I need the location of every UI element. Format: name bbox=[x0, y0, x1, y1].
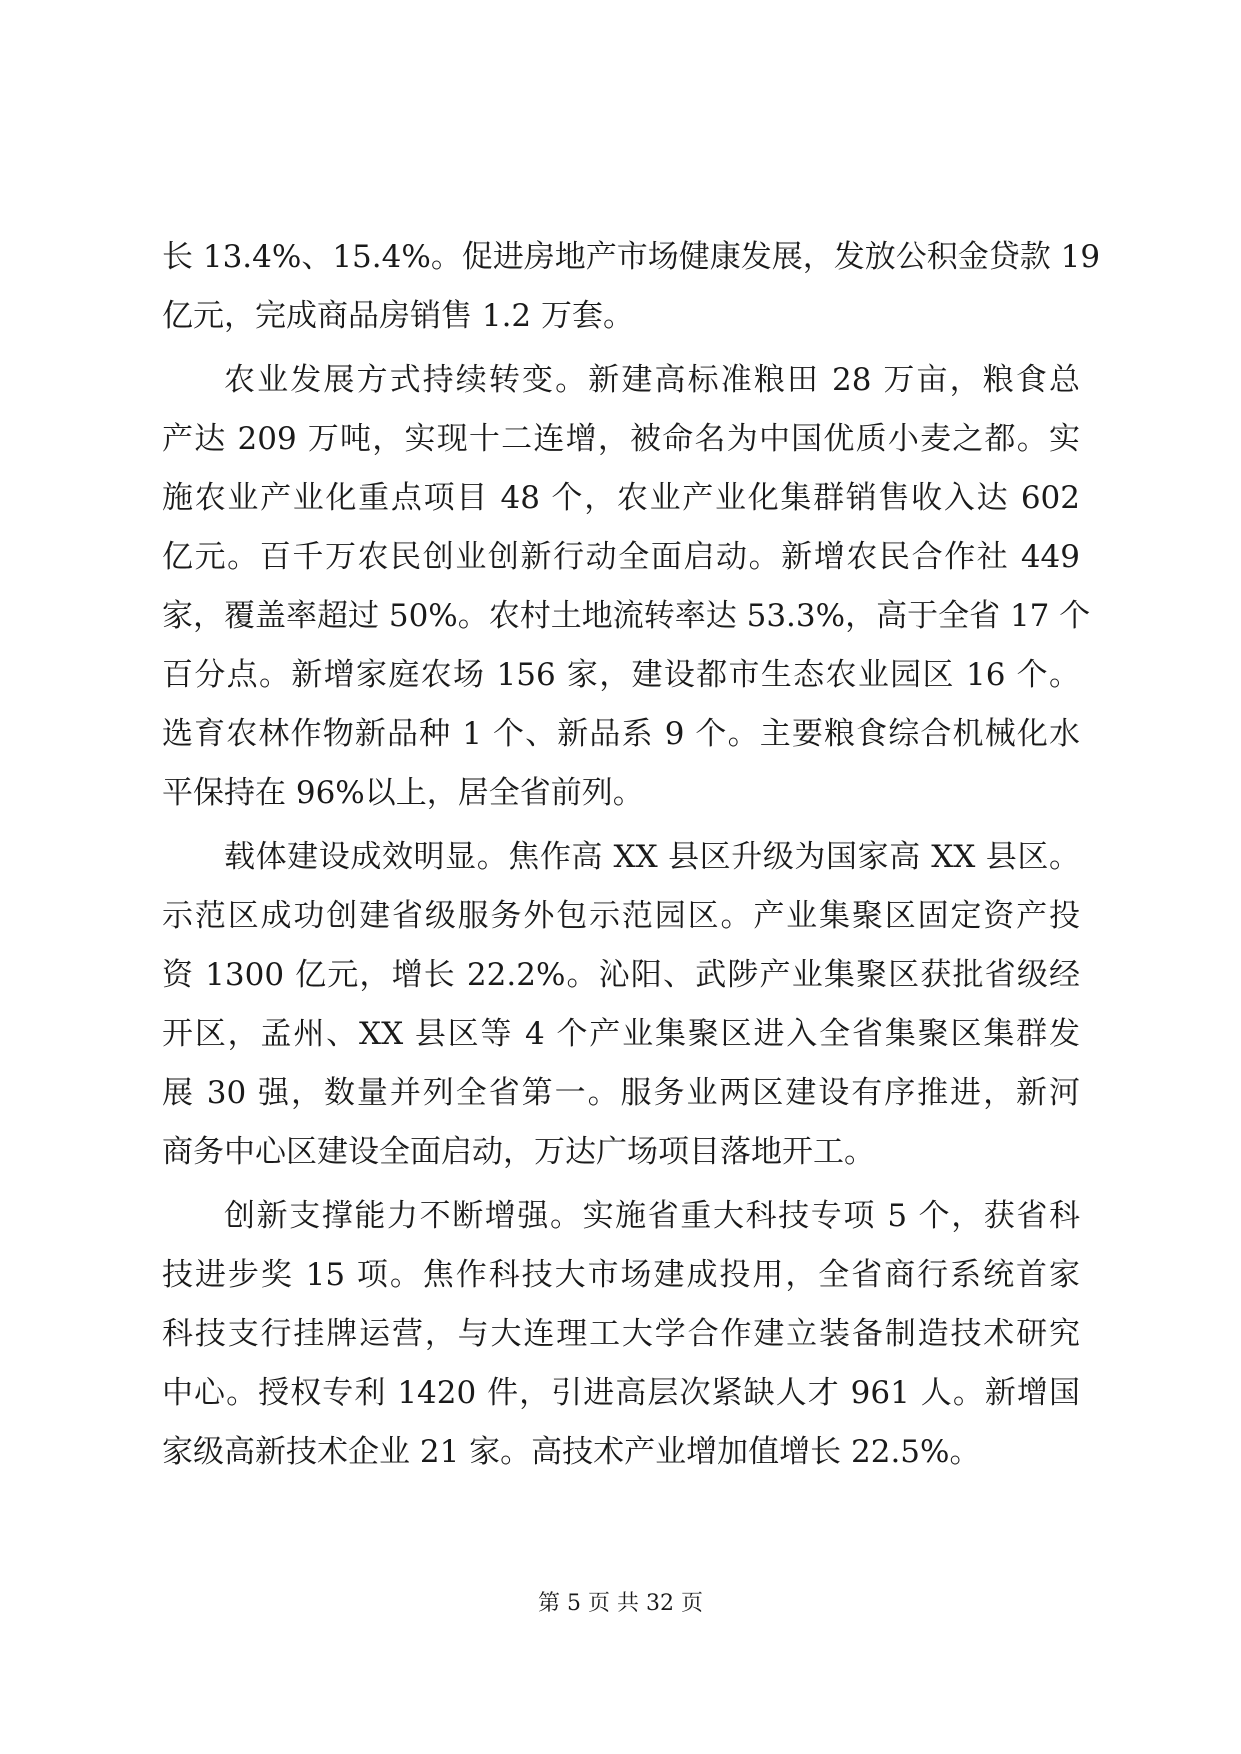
paragraph-housing bbox=[162, 228, 1101, 346]
text-line: 展 30 强，数量并列全省第一。服务业两区建设有序推进，新河 bbox=[162, 1075, 1080, 1111]
text-line: 中心。授权专利 1420 件，引进高层次紧缺人才 961 人。新增国 bbox=[162, 1375, 1080, 1411]
paragraph-carriers bbox=[162, 828, 1080, 1182]
text-line: 亿元，完成商品房销售 1.2 万套。 bbox=[162, 298, 635, 334]
text-line: 示范区成功创建省级服务外包示范园区。产业集聚区固定资产投 bbox=[162, 898, 1080, 934]
text-line: 长 13.4%、15.4%。促进房地产市场健康发展，发放公积金贷款 19 bbox=[162, 239, 1101, 275]
text-line: 开区，孟州、XX 县区等 4 个产业集聚区进入全省集聚区集群发 bbox=[162, 1016, 1080, 1052]
text-line: 亿元。百千万农民创业创新行动全面启动。新增农民合作社 449 bbox=[162, 539, 1080, 575]
text-line: 资 1300 亿元，增长 22.2%。沁阳、武陟产业集聚区获批省级经 bbox=[162, 957, 1080, 993]
text-line: 家，覆盖率超过 50%。农村土地流转率达 53.3%，高于全省 17 个 bbox=[162, 598, 1091, 634]
text-line: 选育农林作物新品种 1 个、新品系 9 个。主要粮食综合机械化水 bbox=[162, 716, 1080, 752]
text-line: 载体建设成效明显。焦作高 XX 县区升级为国家高 XX 县区。 bbox=[224, 839, 1080, 875]
text-line: 施农业产业化重点项目 48 个，农业产业化集群销售收入达 602 bbox=[162, 480, 1080, 516]
text-line: 产达 209 万吨，实现十二连增，被命名为中国优质小麦之都。实 bbox=[162, 421, 1080, 457]
text-line: 家级高新技术企业 21 家。高技术产业增加值增长 22.5%。 bbox=[162, 1434, 981, 1470]
text-line: 平保持在 96%以上，居全省前列。 bbox=[162, 775, 644, 811]
page-footer bbox=[0, 1589, 1241, 1619]
text-line: 科技支行挂牌运营，与大连理工大学合作建立装备制造技术研究 bbox=[162, 1316, 1080, 1352]
document-body bbox=[162, 228, 1101, 1482]
paragraph-innovation bbox=[162, 1187, 1080, 1482]
text-line: 农业发展方式持续转变。新建高标准粮田 28 万亩，粮食总 bbox=[224, 362, 1080, 398]
text-line: 技进步奖 15 项。焦作科技大市场建成投用，全省商行系统首家 bbox=[162, 1257, 1080, 1293]
page-number: 第 5 页 共 32 页 bbox=[538, 1591, 703, 1616]
text-line: 百分点。新增家庭农场 156 家，建设都市生态农业园区 16 个。 bbox=[162, 657, 1080, 693]
text-line: 商务中心区建设全面启动，万达广场项目落地开工。 bbox=[162, 1134, 875, 1170]
text-line: 创新支撑能力不断增强。实施省重大科技专项 5 个，获省科 bbox=[224, 1198, 1080, 1234]
paragraph-agriculture bbox=[162, 351, 1091, 823]
